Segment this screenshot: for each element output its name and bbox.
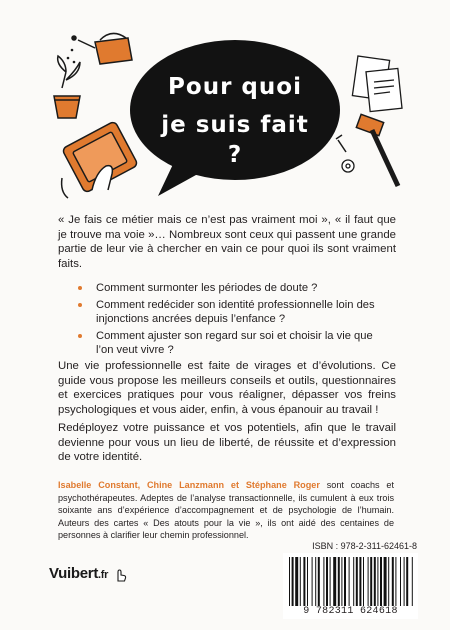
barcode-bar bbox=[330, 557, 331, 607]
barcode-bar bbox=[404, 557, 405, 607]
barcode-bar bbox=[353, 557, 354, 607]
barcode-bar bbox=[344, 557, 346, 607]
barcode-bar bbox=[374, 557, 376, 607]
barcode-bar bbox=[315, 557, 316, 607]
barcode-bar bbox=[292, 557, 294, 607]
barcode-digits: 9 782311 624618 bbox=[288, 606, 413, 618]
barcode-bar bbox=[368, 557, 369, 607]
bullet-icon bbox=[78, 303, 82, 307]
barcode-bar bbox=[392, 557, 394, 607]
barcode-bar bbox=[341, 557, 342, 607]
barcode-bar bbox=[359, 557, 361, 607]
question-text: Comment redécider son identité professionnelle loin des injonctions ancrées depuis l’enfance ? bbox=[96, 298, 375, 326]
barcode-bar bbox=[370, 557, 372, 607]
barcode-bar bbox=[406, 557, 408, 607]
watering-can-icon bbox=[72, 33, 132, 64]
barcode-bar bbox=[333, 557, 336, 607]
question-list bbox=[78, 281, 378, 360]
barcode-bar bbox=[295, 557, 298, 607]
question-text: Comment surmonter les périodes de doute ? bbox=[96, 282, 318, 294]
barcode-bar bbox=[377, 557, 378, 607]
hand-cursor-icon bbox=[114, 567, 128, 583]
barcode-bar bbox=[384, 557, 387, 607]
intro-paragraph: « Je fais ce métier mais ce n’est pas vraiment moi », « il faut que je trouve ma voie »… Nombreux sont ceux qui passent une grande partie de leur vie à chercher en vain ce pour quoi ils sont vraiment faits. bbox=[58, 214, 396, 270]
publisher-logo bbox=[49, 565, 128, 595]
isbn-label: ISBN : 978-2-311-62461-8 bbox=[312, 541, 417, 551]
barcode-bar bbox=[380, 557, 382, 607]
barcode-bar bbox=[300, 557, 301, 607]
barcode-bar bbox=[356, 557, 358, 607]
barcode-bar bbox=[318, 557, 320, 607]
barcode-bar bbox=[338, 557, 340, 607]
author-names: Isabelle Constant, Chine Lanzmann et Stéphane Roger bbox=[58, 480, 320, 490]
nail-icon bbox=[336, 135, 346, 152]
barcode-bar bbox=[326, 557, 328, 607]
bullet-icon bbox=[78, 334, 82, 338]
barcode-bar bbox=[363, 557, 364, 607]
barcode-bar bbox=[323, 557, 324, 607]
hammer-icon bbox=[356, 114, 398, 186]
potted-plant-icon bbox=[54, 56, 80, 118]
gear-icon bbox=[342, 160, 354, 172]
publisher-name: Vuibert bbox=[49, 565, 99, 582]
barcode-bar bbox=[312, 557, 313, 607]
authors-bio bbox=[58, 479, 394, 542]
question-item bbox=[78, 281, 378, 296]
call-to-action-paragraph: Redéployez votre puissance et vos potentiels, afin que le travail devienne pour vous un lieu de liberté, de réussite et d’expression de votre identité. bbox=[58, 422, 396, 464]
barcode-bar bbox=[349, 557, 350, 607]
barcode-bar bbox=[303, 557, 305, 607]
barcode-bar bbox=[388, 557, 389, 607]
title-line-2: je suis fait ? bbox=[161, 112, 309, 168]
tablet-touch-icon bbox=[62, 121, 139, 198]
publisher-suffix: .fr bbox=[98, 569, 109, 581]
barcode-bar bbox=[307, 557, 308, 607]
water-drops-icon bbox=[67, 49, 76, 64]
documents-icon bbox=[352, 56, 402, 112]
bullet-icon bbox=[78, 286, 82, 290]
question-text: Comment ajuster son regard sur soi et choisir la vie que l’on veut vivre ? bbox=[96, 329, 373, 357]
question-item bbox=[78, 298, 378, 327]
book-title bbox=[150, 72, 320, 170]
author-bio-text: sont coachs et psychothérapeutes. Adeptes de l’analyse transactionnelle, ils cumulent à eux trois soixante ans d’expérience d’accompagnement et de psychologie de l’humain. Auteurs des cartes « Des atouts pour la vie », ils ont aidé des centaines de personnes à clarifier leur chemin professionnel. bbox=[58, 480, 394, 541]
title-line-1: Pour quoi bbox=[168, 74, 302, 100]
barcode-bar bbox=[400, 557, 401, 607]
description-paragraph: Une vie professionnelle est faite de virages et d’évolutions. Ce guide vous propose les meilleurs conseils et outils, questionnaires et exercices pratiques pour vous réaligner, dépasser vos freins psychologiques et vous aider, enfin, à vous épanouir au travail ! bbox=[58, 360, 396, 416]
barcode-bar bbox=[412, 557, 413, 607]
question-item bbox=[78, 329, 378, 358]
barcode-bar bbox=[395, 557, 396, 607]
barcode-bar bbox=[289, 557, 290, 607]
